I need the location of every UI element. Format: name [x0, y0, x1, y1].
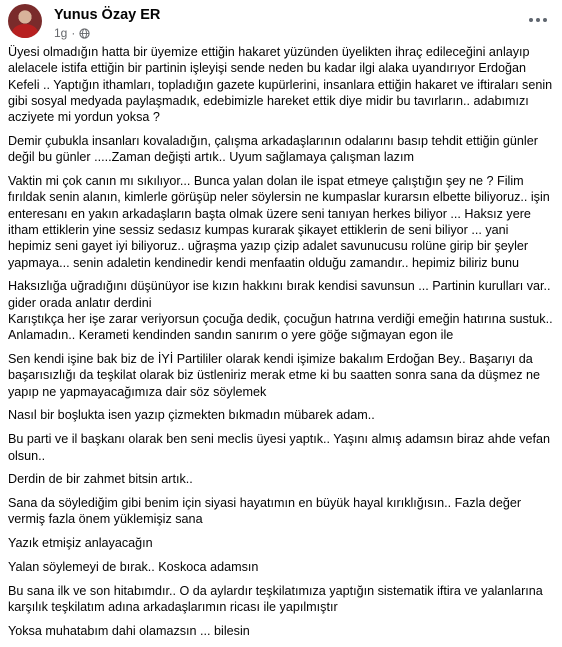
post-paragraph: Yoksa muhatabım dahi olamazsın ... bilesin	[8, 623, 250, 638]
post-paragraph: Nasıl bir boşlukta isen yazıp çizmekten bıkmadın mübarek adam..	[8, 408, 375, 423]
post-paragraph: Haksızlığa uğradığını düşünüyor ise kızın hakkını bırak kendisi savunsun ... Partinin kurulları var.. gider orada anlatır derdini	[8, 279, 551, 310]
post-paragraph: Bu parti ve il başkanı olarak ben seni meclis üyesi yaptık.. Yaşını almış adamsın biraz ahde vefan olsun..	[8, 432, 551, 463]
post-paragraph: Vaktin mi çok canın mı sıkılıyor... Bunca yalan dolan ile ispat etmeye çalıştığın şey ne ? Filim fırıldak senin alanın, kimlerle görüşüp neler söylersin ne kumpaslar kurarsın elbette biliyoruz.. işin enteresanı en yakın arkadaşların başta olmak üzere seni tanıyan herkes biliyor ... Haksız yere itham ettiklerin yine sessiz sedasız kumpas kurarak şikayet ettiklerin de seni biliyor ... yani hepimiz seni gayet iyi biliyoruz.. uğraşma yazıp çizip adalet savunucusu rolüne girip bir şeyler yapmaya... senin adaletin kendinedir kendi menfaatin olduğu zamandır.. hepimiz biliriz bunu	[8, 174, 550, 270]
author-name[interactable]: Yunus Özay ER	[54, 7, 161, 23]
post-time[interactable]: 1g	[54, 26, 68, 40]
avatar[interactable]	[8, 4, 42, 38]
globe-icon[interactable]	[79, 28, 90, 39]
post-header	[8, 2, 554, 42]
dot-separator: ·	[71, 26, 76, 40]
post-body	[8, 44, 554, 647]
post-paragraph: Yalan söylemeyi de bırak.. Koskoca adamsın	[8, 560, 259, 575]
avatar-figure	[12, 24, 38, 38]
post-paragraph: Demir çubukla insanları kovaladığın, çalışma arkadaşlarının odalarını basıp tehdit ettiğin günler değil bu günler .....Zaman değişti artık.. Uyum sağlamaya çalışman lazım	[8, 133, 538, 165]
post-paragraph: Derdin de bir zahmet bitsin artık..	[8, 472, 193, 487]
more-dot	[529, 18, 533, 22]
post-paragraph: Üyesi olmadığın hatta bir üyemize ettiğin hakaret yüzünden üyelikten ihraç edileceğini anlayıp alelacele istifa ettiğin bir partinin işleyişi sende neden bu kadar ilgi alaka uyandırıyor Erdoğan Kefeli .. Yaptığın ithamları, topladığın gazete kupürlerini, insanlara ettiğin hakaret ve iftiraları senin gibi sosyal medyada paylaşmadık, edebimizle hareket ettik diye midir bu tavırların.. adabımızı acziyete mi yordun yoksa ?	[8, 45, 553, 125]
post-paragraph: Bu sana ilk ve son hitabımdır.. O da aylardır teşkilatımıza yaptığın sistematik iftira ve yalanlarına karşılık teşkilatım adına arkadaşlarımın ricası ile yapılmıştır	[8, 583, 543, 615]
post-paragraph: Sana da söylediğim gibi benim için siyasi hayatımın en büyük hayal kırıklığısın.. Fazla değer vermiş fazla önem yüklemişiz sana	[8, 496, 522, 527]
post-meta	[54, 26, 90, 40]
more-dot	[536, 18, 540, 22]
post-paragraph: Karıştıkça her işe zarar veriyorsun çocuğa dedik, çocuğun hatrına verdiği emeğin hatırına sustuk.. Anlamadın.. Kerameti kendinden sandın sanırım o yere göğe sığmayan egon ile	[8, 311, 553, 343]
post-paragraph: Yazık etmişiz anlayacağın	[8, 536, 153, 551]
more-dot	[543, 18, 547, 22]
more-options-icon[interactable]	[526, 10, 550, 30]
post-paragraph: Sen kendi işine bak biz de İYİ Partililer olarak kendi işimize bakalım Erdoğan Bey.. Başarıyı da başarısızlığı da teşkilat olarak biz üstleniriz merak etme ki bu saatten sonra sana da düşmez ne yapıp ne yapmayacağımıza dair söz söylemek	[8, 352, 540, 399]
